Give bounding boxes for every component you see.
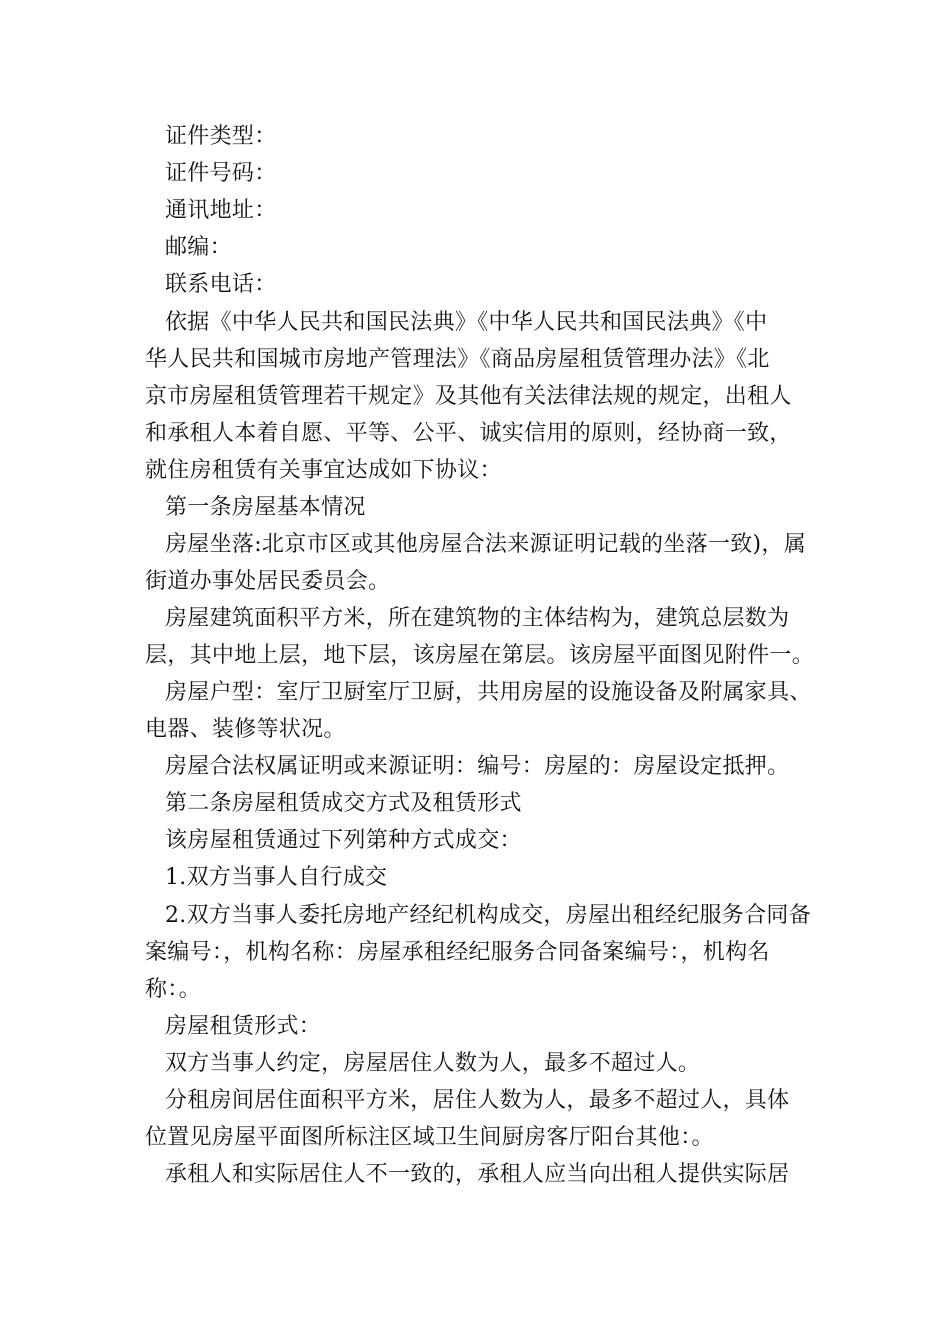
text-line: 街道办事处居民委员会。: [145, 569, 391, 594]
text-line: 称：。: [145, 977, 201, 1002]
text-line: 房屋租赁形式：: [165, 1014, 322, 1039]
text-line: 房屋合法权属证明或来源证明：编号：房屋的：房屋设定抵押。: [165, 754, 790, 779]
text-line: 联系电话：: [165, 272, 277, 297]
text-line: 证件号码：: [165, 161, 277, 186]
text-line: 依据《中华人民共和国民法典》《中华人民共和国民法典》《中: [165, 310, 768, 335]
text-line: 和承租人本着自愿、平等、公平、诚实信用的原则，经协商一致，: [145, 421, 792, 446]
text-line: 双方当事人约定，房屋居住人数为人，最多不超过人。: [165, 1051, 701, 1076]
text-line: 电器、装修等状况。: [145, 717, 346, 742]
text-line: 位置见房屋平面图所标注区域卫生间厨房客厅阳台其他：。: [145, 1125, 714, 1150]
text-line: 第二条房屋租赁成交方式及租赁形式: [165, 791, 522, 816]
text-line: 华人民共和国城市房地产管理法》《商品房屋租赁管理办法》《北: [145, 347, 770, 372]
text-line: 京市房屋租赁管理若干规定》及其他有关法律法规的规定，出租人: [145, 384, 792, 409]
text-line: 案编号：，机构名称：房屋承租经纪服务合同备案编号：，机构名: [145, 940, 770, 965]
text-line: 2.双方当事人委托房地产经纪机构成交，房屋出租经纪服务合同备: [165, 903, 811, 928]
text-line: 分租房间居住面积平方米，居住人数为人，最多不超过人，具体: [165, 1088, 790, 1113]
text-line: 房屋户型：室厅卫厨室厅卫厨，共用房屋的设施设备及附属家具、: [165, 680, 812, 705]
text-line: 证件类型：: [165, 124, 277, 149]
text-line: 第一条房屋基本情况: [165, 495, 366, 520]
text-line: 房屋建筑面积平方米，所在建筑物的主体结构为，建筑总层数为: [165, 606, 790, 631]
text-line: 该房屋租赁通过下列第种方式成交：: [165, 828, 522, 853]
text-line: 层，其中地上层，地下层，该房屋在第层。该房屋平面图见附件一。: [145, 643, 815, 668]
text-line: 就住房租赁有关事宜达成如下协议：: [145, 458, 502, 483]
text-line: 通讯地址：: [165, 198, 277, 223]
text-line: 邮编：: [165, 235, 232, 260]
text-line: 1.双方当事人自行成交: [165, 865, 388, 890]
text-line: 承租人和实际居住人不一致的，承租人应当向出租人提供实际居: [165, 1162, 790, 1187]
text-line: 房屋坐落:北京市区或其他房屋合法来源证明记载的坐落一致)，属: [165, 532, 806, 557]
